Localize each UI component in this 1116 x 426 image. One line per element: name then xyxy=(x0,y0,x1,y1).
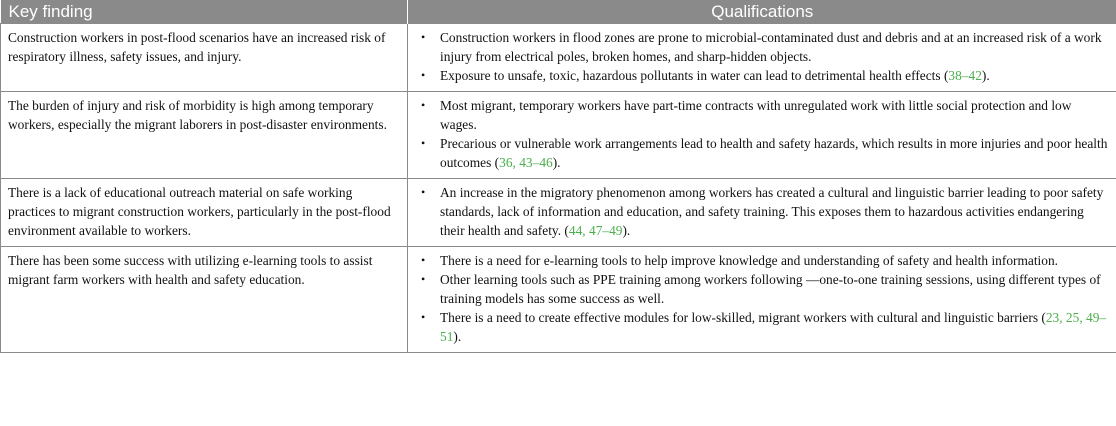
qualification-item: • There is a need to create effective modules for low-skilled, migrant workers with cultural and linguistic barriers (23, 25, 49–51). xyxy=(421,310,1107,344)
table-header-row xyxy=(1,0,1116,24)
qualification-item: • Other learning tools such as PPE training among workers following —one-to-one training sessions, using different types of training models has some success as well. xyxy=(421,272,1101,306)
bullet-icon: • xyxy=(421,310,426,324)
bullet-icon: • xyxy=(421,136,426,150)
finding-cell: There is a lack of educational outreach material on safe working practices to migrant construction workers, particularly in the post-flood environment available to workers. xyxy=(1,179,408,247)
bullet-icon: • xyxy=(421,98,426,112)
finding-cell: Construction workers in post-flood scenarios have an increased risk of respiratory illness, safety issues, and injury. xyxy=(1,24,408,92)
qualification-item: • There is a need for e-learning tools to help improve knowledge and understanding of safety and health information. xyxy=(421,253,1059,268)
bullet-icon: • xyxy=(421,68,426,82)
qualifications-list xyxy=(415,183,1108,240)
qualification-item: • An increase in the migratory phenomenon among workers has created a cultural and linguistic barrier leading to poor safety standards, lack of information and education, and safety training. This exposes them to hazardous activities endangering their health and safety. (44, 47–49). xyxy=(421,185,1104,238)
table-row xyxy=(1,92,1116,179)
header-qualifications: Qualifications xyxy=(408,0,1116,24)
qualifications-list xyxy=(415,251,1108,346)
qualification-item: • Exposure to unsafe, toxic, hazardous pollutants in water can lead to detrimental health effects (38–42). xyxy=(421,68,990,83)
table-row xyxy=(1,24,1116,92)
bullet-icon: • xyxy=(421,253,426,267)
citation-link[interactable]: 44, 47–49 xyxy=(568,223,623,238)
qualification-item: • Construction workers in flood zones are prone to microbial-contaminated dust and debris and at an increased risk of a work injury from electrical poles, broken homes, and sharp-hidden objects. xyxy=(421,30,1102,64)
qualifications-list xyxy=(415,96,1108,172)
header-key-finding: Key finding xyxy=(1,0,408,24)
qualifications-cell xyxy=(408,179,1116,247)
qualification-item: • Precarious or vulnerable work arrangements lead to health and safety hazards, which results in more injuries and poor health outcomes (36, 43–46). xyxy=(421,136,1108,170)
qualification-item: • Most migrant, temporary workers have part-time contracts with unregulated work with little social protection and low wages. xyxy=(421,98,1072,132)
qualifications-cell xyxy=(408,92,1116,179)
citation-link[interactable]: 36, 43–46 xyxy=(499,155,553,170)
table-row xyxy=(1,247,1116,353)
qualifications-cell xyxy=(408,24,1116,92)
table-row xyxy=(1,179,1116,247)
citation-link[interactable]: 38–42 xyxy=(948,68,982,83)
qualifications-list xyxy=(415,28,1108,85)
bullet-icon: • xyxy=(421,272,426,286)
bullet-icon: • xyxy=(421,185,426,199)
finding-cell: The burden of injury and risk of morbidity is high among temporary workers, especially the migrant laborers in post-disaster environments. xyxy=(1,92,408,179)
citation-link[interactable]: 23, 25, 49–51 xyxy=(440,310,1107,344)
qualifications-cell xyxy=(408,247,1116,353)
finding-cell: There has been some success with utilizing e-learning tools to assist migrant farm workers with health and safety education. xyxy=(1,247,408,353)
bullet-icon: • xyxy=(421,30,426,44)
